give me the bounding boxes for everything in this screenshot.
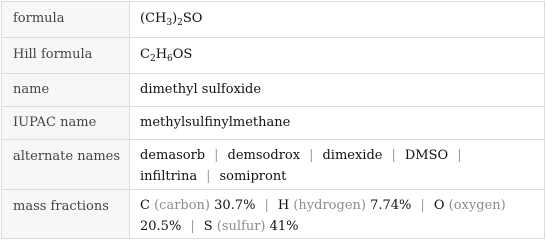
alternate-name: demasorb — [140, 148, 206, 163]
mass-percent: 7.74% — [370, 198, 412, 213]
row-label: alternate names — [2, 140, 130, 189]
element-symbol: C — [140, 198, 150, 213]
separator: | — [206, 169, 211, 184]
separator: | — [309, 148, 314, 163]
separator: | — [457, 148, 462, 163]
row-alternate-names — [2, 139, 544, 189]
chemical-formula: $(CH_3)_2SO$ — [140, 11, 203, 28]
alternate-name: infiltrina — [140, 169, 198, 184]
element-symbol: S — [203, 219, 213, 234]
properties-table — [1, 1, 545, 239]
mass-percent: 30.7% — [214, 198, 256, 213]
row-label: formula — [2, 2, 130, 37]
row-label: name — [2, 74, 130, 106]
row-name — [2, 73, 544, 106]
alternate-name: dimexide — [322, 148, 383, 163]
element-name: (hydrogen) — [293, 198, 366, 213]
row-label: IUPAC name — [2, 107, 130, 139]
separator: | — [420, 198, 425, 213]
row-iupac-name — [2, 106, 544, 139]
hill-formula: $C_2H_6OS$ — [140, 47, 193, 64]
row-mass-fractions — [2, 189, 544, 238]
row-formula — [2, 2, 544, 37]
element-symbol: O — [433, 198, 445, 213]
row-label: Hill formula — [2, 38, 130, 73]
row-label: mass fractions — [2, 190, 130, 238]
iupac-name: methylsulfinylmethane — [140, 115, 291, 130]
element-symbol: H — [277, 198, 290, 213]
alternate-name: demsodrox — [227, 148, 301, 163]
separator: | — [391, 148, 396, 163]
alternate-name: DMSO — [404, 148, 449, 163]
element-name: (carbon) — [154, 198, 211, 213]
separator: | — [190, 219, 195, 234]
element-name: (sulfur) — [216, 219, 266, 234]
mass-fractions-list — [130, 190, 544, 238]
alternate-names-list — [130, 140, 544, 189]
mass-percent: 41% — [269, 219, 299, 234]
row-hill-formula — [2, 37, 544, 73]
mass-percent: 20.5% — [140, 219, 182, 234]
separator: | — [214, 148, 219, 163]
alternate-name: somipront — [219, 169, 287, 184]
compound-name: dimethyl sulfoxide — [140, 82, 262, 97]
separator: | — [264, 198, 269, 213]
element-name: (oxygen) — [448, 198, 506, 213]
